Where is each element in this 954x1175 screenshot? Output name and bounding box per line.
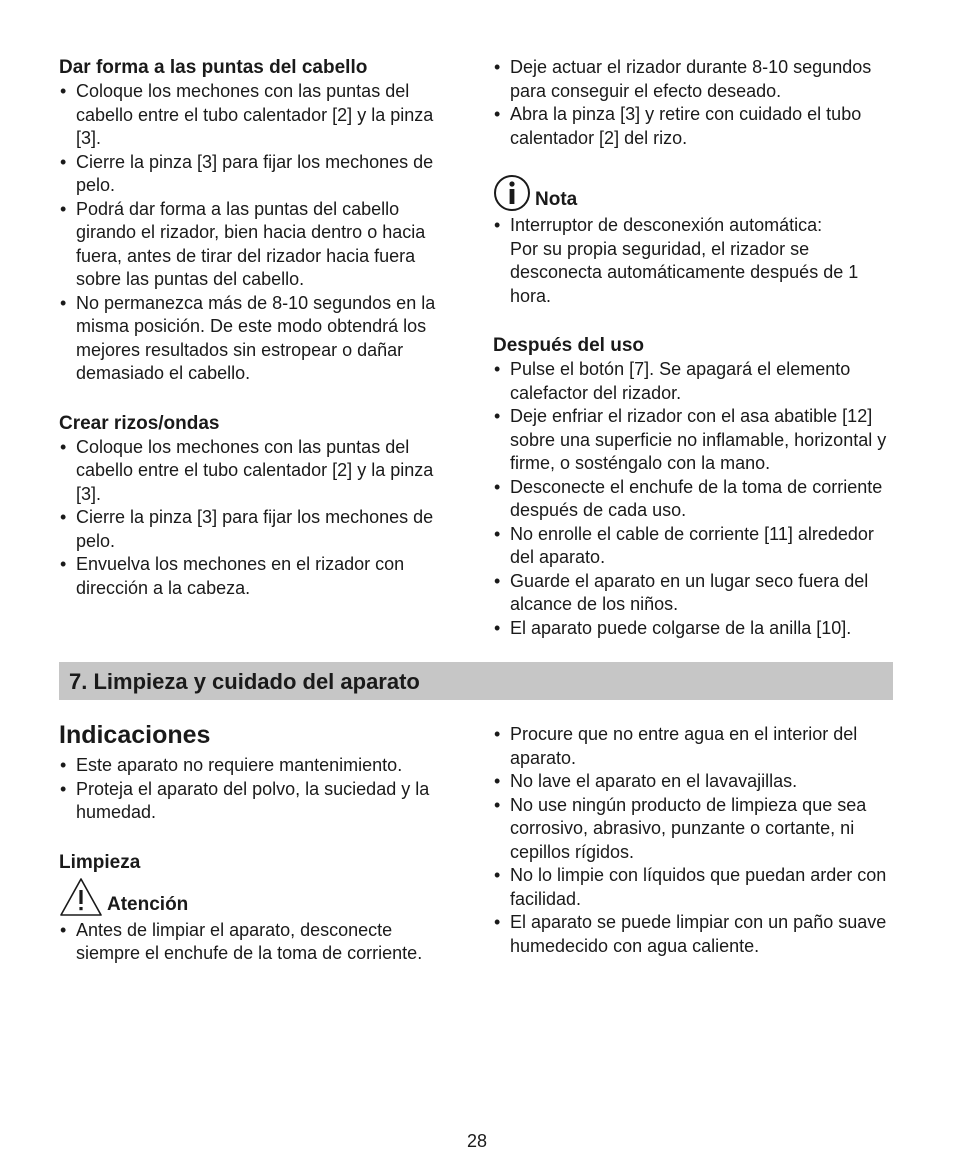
heading-after-use: Después del uso	[493, 335, 644, 356]
indications-title: Indicaciones	[59, 721, 211, 749]
warning-icon	[59, 877, 103, 917]
list-item: • Este aparato no requiere mantenimiento.	[59, 754, 459, 778]
list-item: • Desconecte el enchufe de la toma de corriente después de cada uso.	[493, 476, 898, 523]
list-item: • Envuelva los mechones en el rizador con dirección a la cabeza.	[59, 553, 459, 600]
section-header-bar	[59, 662, 893, 700]
left-top-column	[59, 56, 459, 600]
list-item: • Cierre la pinza [3] para fijar los mechones de pelo.	[59, 506, 459, 553]
list-item: • Coloque los mechones con las puntas del cabello entre el tubo calentador [2] y la pinza [3].	[59, 80, 459, 151]
list-item: • No permanezca más de 8-10 segundos en la misma posición. De este modo obtendrá los mejores resultados sin estropear o dañar demasiado el cabello.	[59, 292, 459, 386]
heading-shape-tips: Dar forma a las puntas del cabello	[59, 57, 368, 78]
list-item: • Cierre la pinza [3] para fijar los mechones de pelo.	[59, 151, 459, 198]
note-label: Nota	[535, 189, 578, 210]
list-item: • Proteja el aparato del polvo, la suciedad y la humedad.	[59, 778, 459, 825]
list-item: • Abra la pinza [3] y retire con cuidado el tubo calentador [2] del rizo.	[493, 103, 898, 150]
list-item: • No lo limpie con líquidos que puedan arder con facilidad.	[493, 864, 898, 911]
list-item: • No enrolle el cable de corriente [11] alrededor del aparato.	[493, 523, 898, 570]
list-curls-waves	[59, 436, 459, 601]
warning-header	[59, 877, 459, 917]
left-bottom-column	[59, 720, 459, 966]
warning-label: Atención	[107, 893, 189, 915]
list-item: • Coloque los mechones con las puntas del cabello entre el tubo calentador [2] y la pinza [3].	[59, 436, 459, 507]
list-shape-tips	[59, 80, 459, 386]
page-number: 28	[466, 1131, 488, 1151]
list-item: • No use ningún producto de limpieza que sea corrosivo, abrasivo, punzante o cortante, ni cepillos rígidos.	[493, 794, 898, 865]
note-header	[493, 174, 898, 212]
list-item: • Procure que no entre agua en el interior del aparato.	[493, 723, 898, 770]
list-item: • El aparato se puede limpiar con un paño suave humedecido con agua caliente.	[493, 911, 898, 958]
list-item: • Deje enfriar el rizador con el asa abatible [12] sobre una superficie no inflamable, horizontal y firme, o sosténgalo con la mano.	[493, 405, 898, 476]
list-curler-steps	[493, 56, 898, 150]
list-cleaning	[493, 723, 898, 958]
list-indications	[59, 754, 459, 825]
list-item: • Antes de limpiar el aparato, desconecte siempre el enchufe de la toma de corriente.	[59, 919, 459, 966]
right-bottom-column	[493, 723, 898, 958]
info-icon	[493, 174, 531, 212]
right-top-column	[493, 56, 898, 640]
list-item: • Deje actuar el rizador durante 8-10 segundos para conseguir el efecto deseado.	[493, 56, 898, 103]
heading-curls-waves: Crear rizos/ondas	[59, 412, 220, 434]
list-item: • Pulse el botón [7]. Se apagará el elemento calefactor del rizador.	[493, 358, 898, 405]
heading-cleaning: Limpieza	[59, 851, 141, 873]
list-note	[493, 214, 898, 238]
section-title: 7. Limpieza y cuidado del aparato	[69, 669, 420, 694]
list-item: • Interruptor de desconexión automática:	[493, 214, 898, 238]
list-item: • Guarde el aparato en un lugar seco fuera del alcance de los niños.	[493, 570, 898, 617]
list-cleaning-warning	[59, 919, 459, 966]
note-text: Por su propia seguridad, el rizador se desconecta automáticamente después de 1 hora.	[510, 238, 859, 306]
list-item: • No lave el aparato en el lavavajillas.	[493, 770, 898, 794]
list-item: • Podrá dar forma a las puntas del cabello girando el rizador, bien hacia dentro o hacia fuera, antes de tirar del rizador hacia fuera sobre las puntas del cabello.	[59, 198, 459, 292]
list-after-use	[493, 358, 898, 640]
list-item: • El aparato puede colgarse de la anilla [10].	[493, 617, 898, 641]
